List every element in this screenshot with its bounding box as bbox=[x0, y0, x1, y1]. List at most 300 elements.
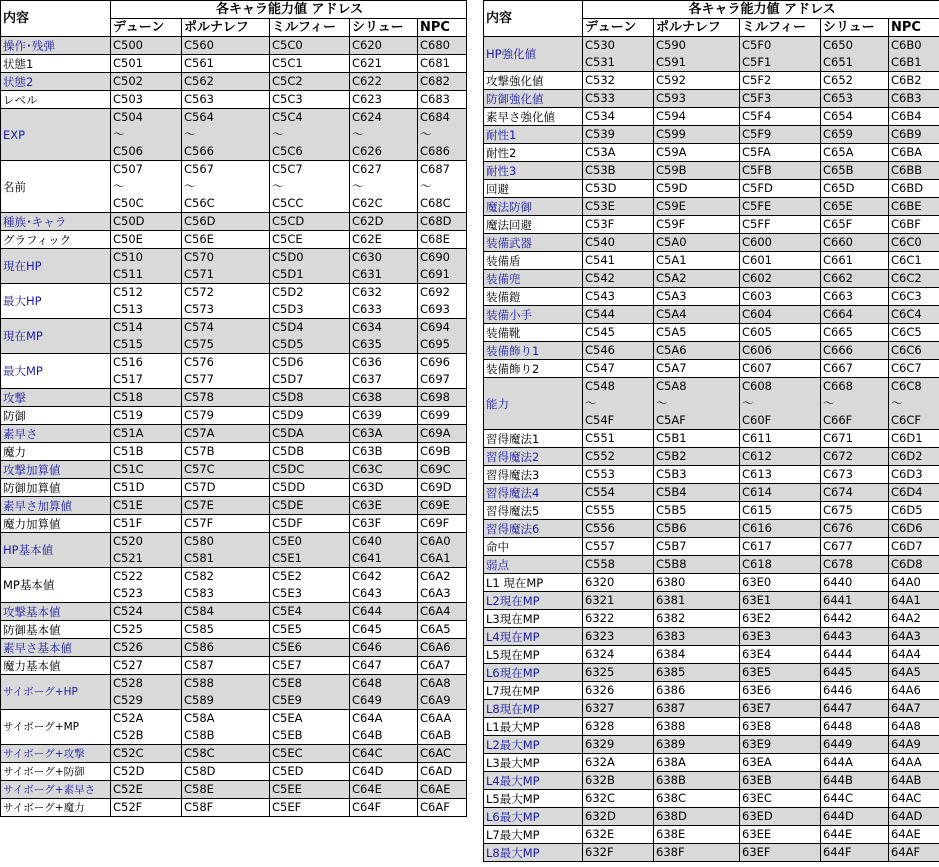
row-label: レベル bbox=[1, 91, 111, 109]
address-cell bbox=[654, 324, 740, 342]
address-cell bbox=[654, 72, 740, 90]
address-cell bbox=[350, 639, 418, 657]
address-value: C528 bbox=[113, 676, 143, 690]
address-cell bbox=[889, 844, 939, 862]
row-label: L7現在MP bbox=[484, 682, 583, 700]
row-label: L5最大MP bbox=[484, 790, 583, 808]
address-cell bbox=[583, 448, 654, 466]
table-row bbox=[484, 790, 939, 808]
address-value: C5A6 bbox=[656, 343, 687, 357]
address-cell bbox=[182, 763, 270, 781]
address-value: 63EF bbox=[742, 845, 771, 859]
address-cell bbox=[182, 745, 270, 763]
address-cell bbox=[821, 502, 889, 520]
address-cell bbox=[111, 781, 182, 799]
address-value: C5F0 bbox=[742, 38, 772, 52]
address-value: C556 bbox=[585, 521, 615, 535]
address-cell bbox=[654, 430, 740, 448]
address-value: C69D bbox=[420, 480, 452, 494]
table-row bbox=[1, 407, 467, 425]
address-cell bbox=[889, 342, 939, 360]
address-cell bbox=[182, 161, 270, 213]
address-value: C6B2 bbox=[891, 73, 922, 87]
address-cell bbox=[418, 37, 467, 55]
address-table-right bbox=[483, 0, 939, 862]
address-cell bbox=[821, 162, 889, 180]
table-row bbox=[484, 288, 939, 306]
address-cell bbox=[418, 213, 467, 231]
table-row bbox=[484, 502, 939, 520]
address-value: C5FE bbox=[742, 199, 772, 213]
address-cell bbox=[654, 592, 740, 610]
address-value: C5D0 bbox=[272, 250, 304, 264]
address-cell bbox=[583, 826, 654, 844]
header-row-title bbox=[1, 1, 467, 19]
address-value: C6A5 bbox=[420, 622, 451, 636]
address-cell bbox=[182, 443, 270, 461]
address-cell bbox=[111, 161, 182, 213]
address-value: C5DF bbox=[272, 516, 303, 530]
address-value: C5D6 bbox=[272, 355, 304, 369]
table-row bbox=[1, 568, 467, 603]
address-value: C664 bbox=[823, 307, 853, 321]
address-cell bbox=[182, 639, 270, 657]
row-label: サイボーグ+防御 bbox=[1, 763, 111, 781]
address-cell bbox=[270, 497, 350, 515]
address-table-left-body bbox=[1, 1, 467, 817]
address-cell bbox=[821, 574, 889, 592]
address-cell bbox=[583, 700, 654, 718]
address-value: C69B bbox=[420, 444, 451, 458]
row-label: 習得魔法1 bbox=[484, 430, 583, 448]
address-value: C5F9 bbox=[742, 127, 772, 141]
table-row bbox=[484, 682, 939, 700]
address-cell bbox=[889, 180, 939, 198]
address-value: C545 bbox=[585, 325, 615, 339]
address-value: C65D bbox=[823, 181, 855, 195]
address-cell bbox=[889, 234, 939, 252]
address-cell bbox=[350, 763, 418, 781]
address-value: C5E6 bbox=[272, 640, 302, 654]
address-cell bbox=[270, 479, 350, 497]
address-cell bbox=[740, 180, 821, 198]
address-cell bbox=[821, 610, 889, 628]
address-cell bbox=[821, 180, 889, 198]
address-value: 6329 bbox=[585, 737, 615, 751]
address-value: 6323 bbox=[585, 629, 615, 643]
address-cell bbox=[740, 162, 821, 180]
address-value: C687 bbox=[420, 162, 450, 176]
address-value: ～ bbox=[113, 127, 125, 141]
row-label: 操作･残弾 bbox=[1, 37, 111, 55]
address-value: C64B bbox=[352, 728, 383, 742]
address-value: 6328 bbox=[585, 719, 615, 733]
address-value: 64A9 bbox=[891, 737, 921, 751]
column-header-item: 内容 bbox=[484, 1, 583, 37]
row-label: 装備小手 bbox=[484, 306, 583, 324]
address-value: 6380 bbox=[656, 575, 686, 589]
address-value: C548 bbox=[585, 379, 615, 393]
address-value: C659 bbox=[823, 127, 853, 141]
address-value: C52A bbox=[113, 711, 144, 725]
address-cell bbox=[889, 664, 939, 682]
address-value: 63ED bbox=[742, 809, 773, 823]
address-cell bbox=[350, 249, 418, 284]
address-value: C502 bbox=[113, 74, 143, 88]
address-value: C5FB bbox=[742, 163, 772, 177]
table-row bbox=[484, 342, 939, 360]
address-value: C59D bbox=[656, 181, 688, 195]
table-row bbox=[1, 319, 467, 354]
address-value: C6CF bbox=[891, 413, 921, 427]
address-value: 644B bbox=[823, 773, 853, 787]
address-value: C6C4 bbox=[891, 307, 922, 321]
address-value: C58D bbox=[184, 764, 216, 778]
address-value: C5C7 bbox=[272, 162, 303, 176]
address-cell bbox=[821, 556, 889, 574]
address-value: C5B8 bbox=[656, 557, 687, 571]
table-row bbox=[1, 497, 467, 515]
row-label: 防御 bbox=[1, 407, 111, 425]
address-value: 638E bbox=[656, 827, 686, 841]
row-label: 習得魔法4 bbox=[484, 484, 583, 502]
row-label: 装備盾 bbox=[484, 252, 583, 270]
row-label: L8最大MP bbox=[484, 844, 583, 862]
address-cell bbox=[740, 126, 821, 144]
table-row bbox=[484, 180, 939, 198]
address-value: 6445 bbox=[823, 665, 853, 679]
address-value: C59E bbox=[656, 199, 686, 213]
table-row bbox=[484, 466, 939, 484]
address-value: C606 bbox=[742, 343, 772, 357]
address-value: 6386 bbox=[656, 683, 686, 697]
address-cell bbox=[654, 538, 740, 556]
address-value: C65F bbox=[823, 217, 853, 231]
address-value: C68E bbox=[420, 232, 450, 246]
address-value: C576 bbox=[184, 355, 214, 369]
address-value: 632E bbox=[585, 827, 615, 841]
address-cell bbox=[182, 479, 270, 497]
address-value: C515 bbox=[113, 337, 143, 351]
address-value: 6387 bbox=[656, 701, 686, 715]
address-cell bbox=[583, 126, 654, 144]
address-value: ～ bbox=[184, 127, 196, 141]
column-header-character: シリュー bbox=[350, 19, 418, 37]
address-value: C532 bbox=[585, 73, 615, 87]
table-row bbox=[484, 718, 939, 736]
address-value: ～ bbox=[352, 179, 364, 193]
address-value: C6A0 bbox=[420, 534, 451, 548]
address-value: 63EE bbox=[742, 827, 772, 841]
address-cell bbox=[654, 826, 740, 844]
address-value: C65E bbox=[823, 199, 853, 213]
address-value: C613 bbox=[742, 467, 772, 481]
table-row bbox=[484, 72, 939, 90]
address-value: C580 bbox=[184, 534, 214, 548]
address-value: C614 bbox=[742, 485, 772, 499]
address-cell bbox=[740, 646, 821, 664]
address-cell bbox=[350, 284, 418, 319]
table-row bbox=[1, 213, 467, 231]
address-value: C5C3 bbox=[272, 92, 303, 106]
address-value: 64AA bbox=[891, 755, 922, 769]
address-cell bbox=[418, 479, 467, 497]
table-title: 各キャラ能力値 アドレス bbox=[111, 1, 467, 19]
address-value: C621 bbox=[352, 56, 382, 70]
address-value: 644D bbox=[823, 809, 854, 823]
address-cell bbox=[654, 180, 740, 198]
address-cell bbox=[821, 37, 889, 72]
address-value: C635 bbox=[352, 337, 382, 351]
address-cell bbox=[654, 520, 740, 538]
table-row bbox=[1, 109, 467, 161]
address-value: C585 bbox=[184, 622, 214, 636]
address-value: C557 bbox=[585, 539, 615, 553]
address-cell bbox=[111, 568, 182, 603]
address-value: C694 bbox=[420, 320, 450, 334]
address-value: 63EB bbox=[742, 773, 772, 787]
address-cell bbox=[583, 378, 654, 430]
address-value: C526 bbox=[113, 640, 143, 654]
address-value: C643 bbox=[352, 586, 382, 600]
address-cell bbox=[182, 781, 270, 799]
address-value: C6AC bbox=[420, 746, 452, 760]
address-cell bbox=[654, 126, 740, 144]
address-cell bbox=[740, 466, 821, 484]
address-cell bbox=[583, 556, 654, 574]
address-cell bbox=[821, 718, 889, 736]
address-value: C632 bbox=[352, 285, 382, 299]
table-row bbox=[484, 826, 939, 844]
address-value: C60F bbox=[742, 413, 772, 427]
address-cell bbox=[654, 844, 740, 862]
address-cell bbox=[111, 109, 182, 161]
row-label: 魔法回避 bbox=[484, 216, 583, 234]
address-value: 638D bbox=[656, 809, 687, 823]
address-cell bbox=[740, 520, 821, 538]
address-value: C53B bbox=[585, 163, 616, 177]
address-cell bbox=[654, 574, 740, 592]
column-header-character: デューン bbox=[111, 19, 182, 37]
address-cell bbox=[350, 497, 418, 515]
address-value: C574 bbox=[184, 320, 214, 334]
address-cell bbox=[889, 736, 939, 754]
address-value: C66F bbox=[823, 413, 853, 427]
row-label: 状態1 bbox=[1, 55, 111, 73]
address-value: C626 bbox=[352, 144, 382, 158]
address-value: C51B bbox=[113, 444, 144, 458]
address-cell bbox=[889, 378, 939, 430]
table-row bbox=[1, 354, 467, 389]
row-label: 状態2 bbox=[1, 73, 111, 91]
address-cell bbox=[111, 284, 182, 319]
address-cell bbox=[821, 628, 889, 646]
address-value: C5CC bbox=[272, 196, 304, 210]
address-value: C572 bbox=[184, 285, 214, 299]
address-value: C5E1 bbox=[272, 551, 302, 565]
address-value: C5E4 bbox=[272, 604, 302, 618]
address-cell bbox=[821, 216, 889, 234]
address-cell bbox=[111, 213, 182, 231]
address-cell bbox=[889, 808, 939, 826]
address-value: C652 bbox=[823, 73, 853, 87]
address-value: 64A1 bbox=[891, 593, 921, 607]
address-value: C668 bbox=[823, 379, 853, 393]
address-cell bbox=[418, 284, 467, 319]
address-value: C695 bbox=[420, 337, 450, 351]
address-value: C680 bbox=[420, 38, 450, 52]
address-cell bbox=[654, 466, 740, 484]
address-value: C5C6 bbox=[272, 144, 303, 158]
row-label: 弱点 bbox=[484, 556, 583, 574]
address-cell bbox=[182, 425, 270, 443]
address-value: C5FD bbox=[742, 181, 773, 195]
row-label: 現在HP bbox=[1, 249, 111, 284]
address-cell bbox=[821, 808, 889, 826]
address-value: C63E bbox=[352, 498, 382, 512]
address-cell bbox=[740, 37, 821, 72]
address-value: 638F bbox=[656, 845, 685, 859]
address-value: ～ bbox=[352, 127, 364, 141]
address-value: 64AE bbox=[891, 827, 921, 841]
address-value: C5CD bbox=[272, 214, 305, 228]
table-row bbox=[1, 533, 467, 568]
address-value: C5B2 bbox=[656, 449, 687, 463]
address-value: C64C bbox=[352, 746, 383, 760]
address-cell bbox=[270, 657, 350, 675]
address-cell bbox=[111, 231, 182, 249]
address-value: 632C bbox=[585, 791, 615, 805]
address-cell bbox=[889, 324, 939, 342]
address-value: C5A4 bbox=[656, 307, 687, 321]
address-value: C56D bbox=[184, 214, 216, 228]
address-cell bbox=[111, 407, 182, 425]
address-value: C6B1 bbox=[891, 55, 922, 69]
address-value: C51F bbox=[113, 516, 143, 530]
address-cell bbox=[821, 108, 889, 126]
address-cell bbox=[270, 515, 350, 533]
address-value: C6B4 bbox=[891, 109, 922, 123]
address-value: C584 bbox=[184, 604, 214, 618]
address-value: C68D bbox=[420, 214, 452, 228]
row-label: 習得魔法6 bbox=[484, 520, 583, 538]
address-value: C683 bbox=[420, 92, 450, 106]
row-label: L5現在MP bbox=[484, 646, 583, 664]
address-value: 63E6 bbox=[742, 683, 772, 697]
address-cell bbox=[654, 234, 740, 252]
address-cell bbox=[111, 497, 182, 515]
table-row bbox=[484, 252, 939, 270]
address-cell bbox=[270, 745, 350, 763]
address-value: 638B bbox=[656, 773, 686, 787]
address-value: 64A2 bbox=[891, 611, 921, 625]
row-label: 魔法防御 bbox=[484, 198, 583, 216]
address-cell bbox=[889, 538, 939, 556]
table-row bbox=[1, 657, 467, 675]
address-cell bbox=[654, 772, 740, 790]
address-cell bbox=[889, 198, 939, 216]
column-header-character: シリュー bbox=[821, 19, 889, 37]
row-label: 素早さ bbox=[1, 425, 111, 443]
address-value: C57D bbox=[184, 480, 216, 494]
address-cell bbox=[182, 407, 270, 425]
address-cell bbox=[821, 700, 889, 718]
table-row bbox=[484, 90, 939, 108]
address-cell bbox=[182, 319, 270, 354]
row-label: 防御基本値 bbox=[1, 621, 111, 639]
address-value: C6BF bbox=[891, 217, 921, 231]
address-cell bbox=[111, 354, 182, 389]
row-label: 命中 bbox=[484, 538, 583, 556]
address-value: C5E0 bbox=[272, 534, 302, 548]
address-value: C5E2 bbox=[272, 569, 302, 583]
row-label: HP基本値 bbox=[1, 533, 111, 568]
address-value: C6AD bbox=[420, 764, 453, 778]
address-value: C552 bbox=[585, 449, 615, 463]
address-value: 6383 bbox=[656, 629, 686, 643]
address-cell bbox=[583, 216, 654, 234]
row-label: 素早さ強化値 bbox=[484, 108, 583, 126]
address-cell bbox=[889, 90, 939, 108]
address-cell bbox=[418, 443, 467, 461]
address-value: C506 bbox=[113, 144, 143, 158]
address-value: C51A bbox=[113, 426, 144, 440]
address-cell bbox=[270, 284, 350, 319]
address-cell bbox=[654, 754, 740, 772]
address-cell bbox=[654, 646, 740, 664]
address-value: C645 bbox=[352, 622, 382, 636]
address-value: C603 bbox=[742, 289, 772, 303]
address-value: 64A7 bbox=[891, 701, 921, 715]
row-label: L4最大MP bbox=[484, 772, 583, 790]
address-cell bbox=[583, 574, 654, 592]
address-value: C691 bbox=[420, 267, 450, 281]
table-row bbox=[1, 284, 467, 319]
address-value: C602 bbox=[742, 271, 772, 285]
address-value: C6AF bbox=[420, 800, 450, 814]
address-cell bbox=[583, 90, 654, 108]
address-value: C667 bbox=[823, 361, 853, 375]
table-row bbox=[1, 479, 467, 497]
address-value: 6327 bbox=[585, 701, 615, 715]
address-cell bbox=[583, 342, 654, 360]
address-cell bbox=[350, 213, 418, 231]
address-cell bbox=[889, 682, 939, 700]
table-row bbox=[484, 736, 939, 754]
address-value: C6C7 bbox=[891, 361, 922, 375]
address-cell bbox=[740, 360, 821, 378]
address-cell bbox=[182, 37, 270, 55]
address-cell bbox=[418, 109, 467, 161]
address-value: C644 bbox=[352, 604, 382, 618]
address-cell bbox=[418, 161, 467, 213]
row-label: 魔力加算値 bbox=[1, 515, 111, 533]
column-header-character: ポルナレフ bbox=[182, 19, 270, 37]
address-value: 63E3 bbox=[742, 629, 772, 643]
address-value: ～ bbox=[272, 179, 284, 193]
address-value: C50C bbox=[113, 196, 144, 210]
address-cell bbox=[889, 520, 939, 538]
column-header-character: NPC bbox=[889, 19, 939, 37]
row-label: 最大HP bbox=[1, 284, 111, 319]
address-cell bbox=[111, 37, 182, 55]
row-label: 装備飾り2 bbox=[484, 360, 583, 378]
address-value: 644C bbox=[823, 791, 853, 805]
address-value: C676 bbox=[823, 521, 853, 535]
table-row bbox=[1, 91, 467, 109]
address-cell bbox=[182, 603, 270, 621]
address-cell bbox=[418, 533, 467, 568]
